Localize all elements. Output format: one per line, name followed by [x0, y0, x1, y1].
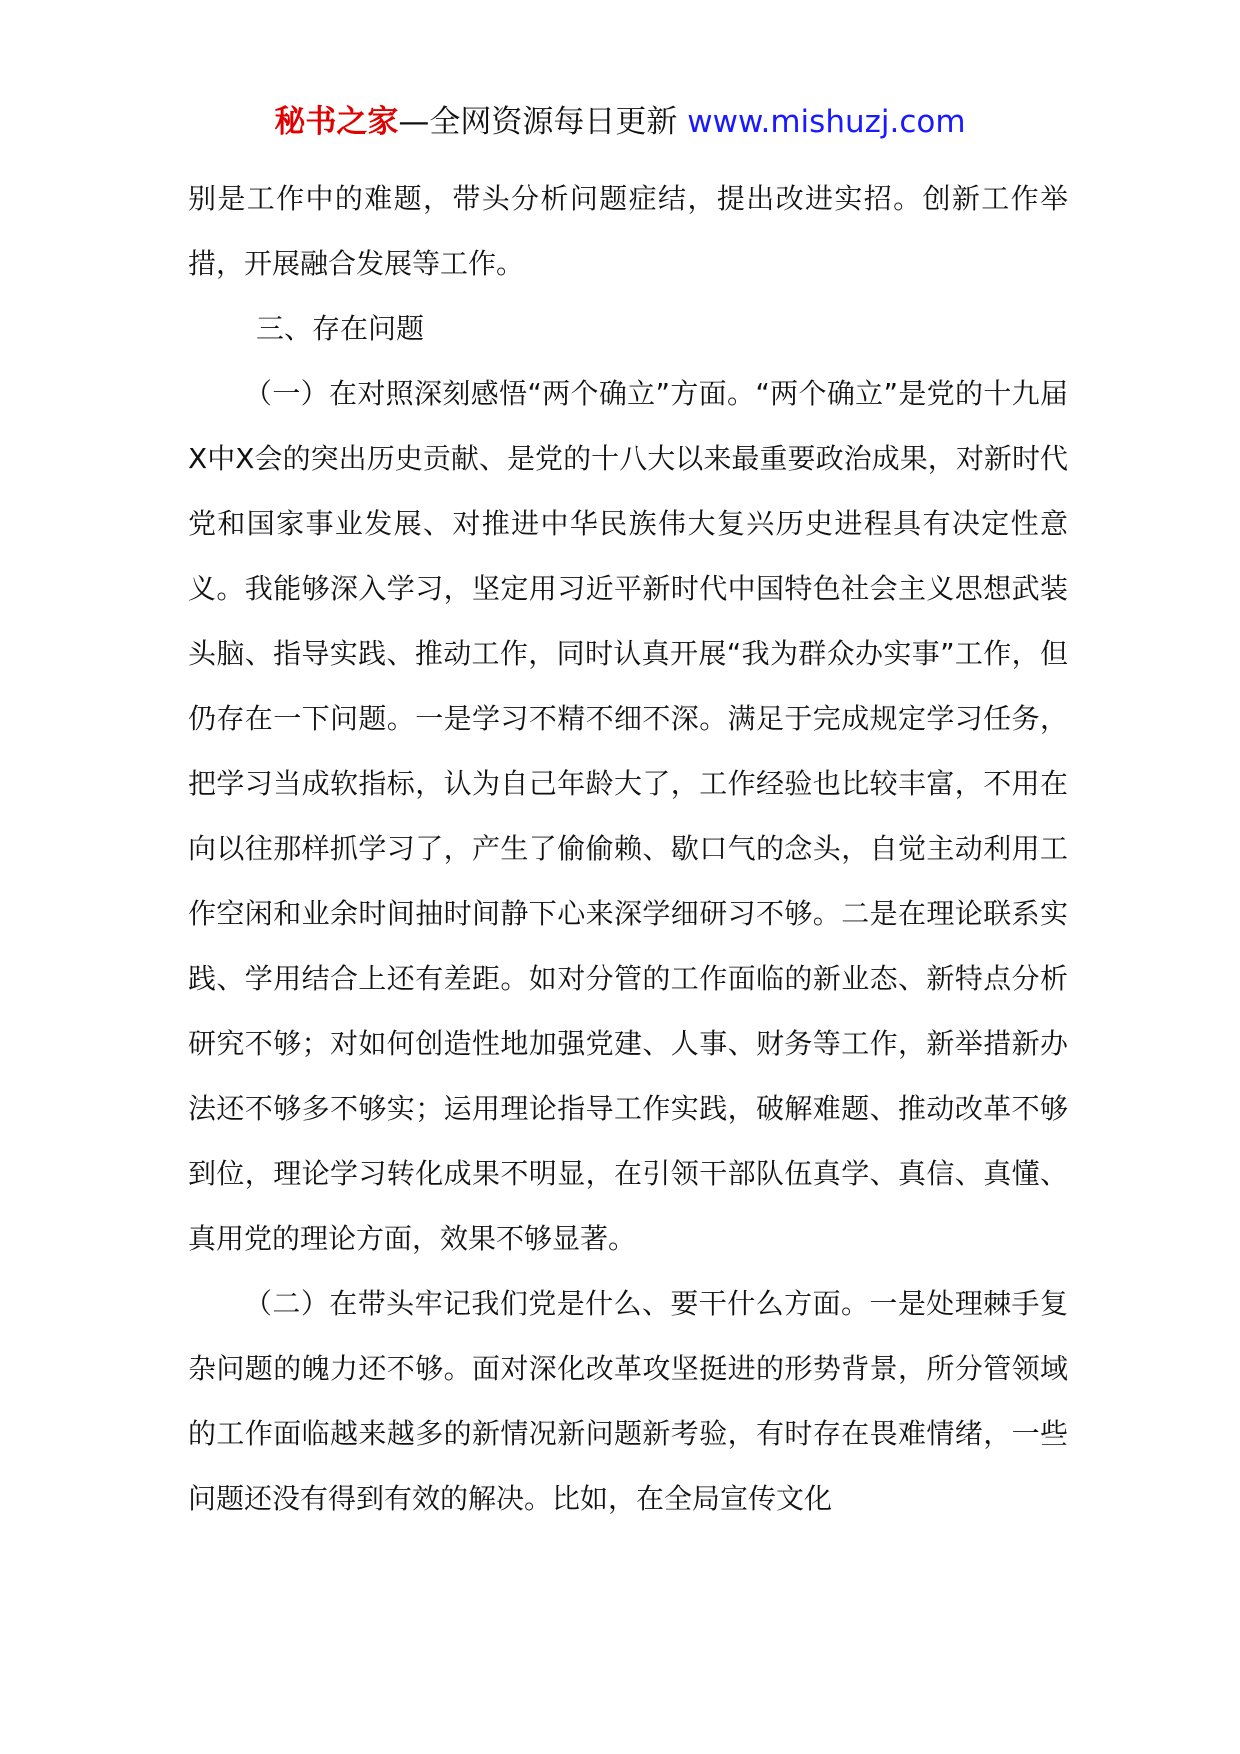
- document-body: [188, 166, 1068, 1531]
- paragraph-section-1: （一）在对照深刻感悟“两个确立”方面。“两个确立”是党的十九届X中X会的突出历史贡献、是党的十八大以来最重要政治成果，对新时代党和国家事业发展、对推进中华民族伟大复兴历史进程具有决定性意义。我能够深入学习，坚定用习近平新时代中国特色社会主义思想武装头脑、指导实践、推动工作，同时认真开展“我为群众办实事”工作，但仍存在一下问题。一是学习不精不细不深。满足于完成规定学习任务，把学习当成软指标，认为自己年龄大了，工作经验也比较丰富，不用在向以往那样抓学习了，产生了偷偷赖、歇口气的念头，自觉主动利用工作空闲和业余时间抽时间静下心来深学细研习不够。二是在理论联系实践、学用结合上还有差距。如对分管的工作面临的新业态、新特点分析研究不够；对如何创造性地加强党建、人事、财务等工作，新举措新办法还不够多不够实；运用理论指导工作实践，破解难题、推动改革不够到位，理论学习转化成果不明显，在引领干部队伍真学、真信、真懂、真用党的理论方面，效果不够显著。: [188, 377, 1068, 1255]
- paragraph-section-2: （二）在带头牢记我们党是什么、要干什么方面。一是处理棘手复杂问题的魄力还不够。面对深化改革攻坚挺进的形势背景，所分管领域的工作面临越来越多的新情况新问题新考验，有时存在畏难情绪，一些问题还没有得到有效的解决。比如，在全局宣传文化: [188, 1287, 1068, 1515]
- header-brand: 秘书之家: [274, 104, 399, 140]
- header-url-link[interactable]: www.mishuzj.com: [687, 104, 966, 140]
- header-tagline: —全网资源每日更新: [398, 104, 688, 140]
- page-header: [0, 100, 1240, 144]
- section-heading: 三、存在问题: [256, 312, 425, 345]
- paragraph-continuation: 别是工作中的难题，带头分析问题症结，提出改进实招。创新工作举措，开展融合发展等工作。: [188, 182, 1068, 280]
